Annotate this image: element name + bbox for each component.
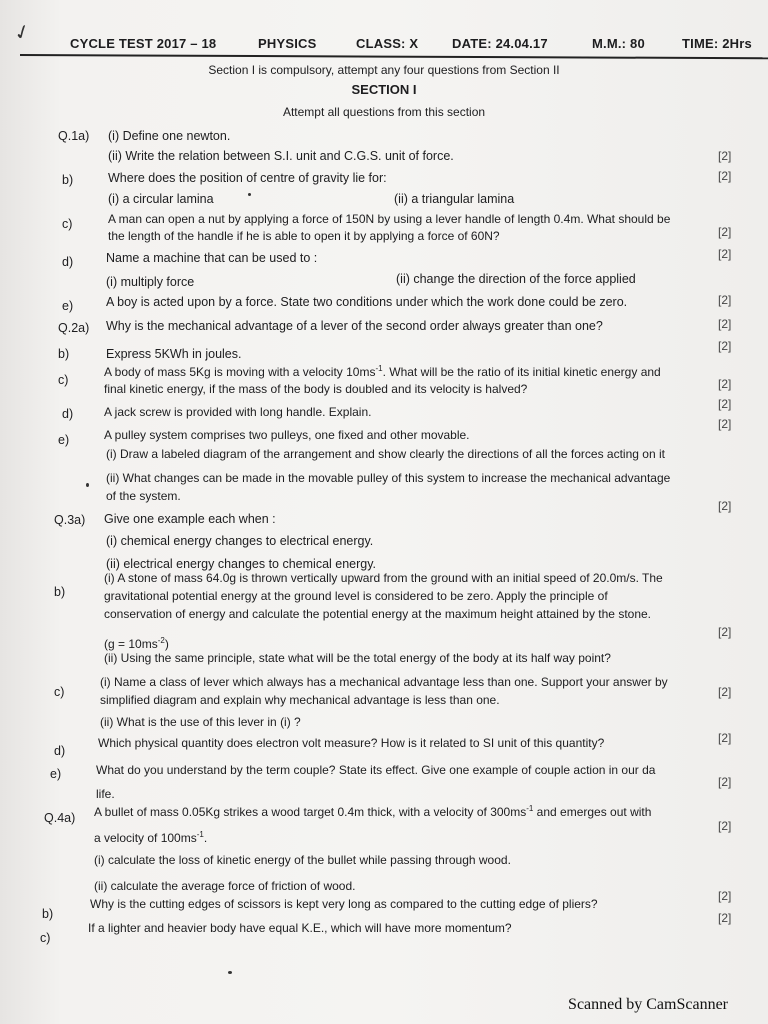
section-title: SECTION I bbox=[351, 82, 417, 97]
q3b-line2: gravitational potential energy at the ground level is considered to be zero. Apply the principle of bbox=[104, 589, 608, 603]
q4a-exponent-1: -1 bbox=[526, 804, 534, 813]
ink-speck bbox=[228, 971, 232, 974]
q3e-line1: What do you understand by the term couple? State its effect. Give one example of couple action in our da bbox=[96, 763, 656, 777]
marks-q1e: [2] bbox=[718, 293, 732, 307]
q4a-ii: (ii) calculate the average force of friction of wood. bbox=[94, 879, 356, 893]
q3b-g-text: (g = 10ms bbox=[104, 637, 158, 651]
q1c-label: c) bbox=[62, 217, 73, 231]
q2e-ii: (ii) What changes can be made in the movable pulley of this system to increase the mechanical advantage bbox=[106, 471, 671, 485]
q1c-line2: the length of the handle if he is able to open it by applying a force of 60N? bbox=[108, 229, 500, 243]
q4c: If a lighter and heavier body have equal K.E., which will have more momentum? bbox=[88, 921, 512, 935]
q4a-line2 bbox=[94, 830, 207, 846]
q2b-label: b) bbox=[58, 347, 70, 361]
marks-q3e: [2] bbox=[718, 775, 732, 789]
q1d-ii: (ii) change the direction of the force applied bbox=[396, 272, 636, 286]
test-title: CYCLE TEST 2017 – 18 bbox=[70, 36, 217, 51]
q4a-exponent-2: -1 bbox=[196, 830, 204, 839]
q1a-ii: (ii) Write the relation between S.I. unit and C.G.S. unit of force. bbox=[108, 149, 454, 163]
q1d-i: (i) multiply force bbox=[106, 275, 195, 289]
q3b-line3: conservation of energy and calculate the potential energy at the maximum height attained by the stone. bbox=[104, 607, 652, 621]
marks-q3b: [2] bbox=[718, 625, 732, 639]
marks-q2c: [2] bbox=[718, 377, 732, 391]
q1e-label: e) bbox=[62, 299, 74, 313]
marks-q2e-ii: [2] bbox=[718, 499, 732, 513]
q1b-ii: (ii) a triangular lamina bbox=[394, 192, 515, 206]
marks-q4b: [2] bbox=[718, 889, 732, 903]
q4a-line1 bbox=[94, 804, 651, 820]
marks-q2a: [2] bbox=[718, 317, 732, 331]
marks-q4a: [2] bbox=[718, 819, 732, 833]
q4-label: Q.4a) bbox=[44, 811, 76, 825]
q2c-text-a: A body of mass 5Kg is moving with a velocity 10ms bbox=[104, 365, 376, 379]
q3b-line1: (i) A stone of mass 64.0g is thrown vertically upward from the ground with an initial speed of 20.0m/s. The bbox=[104, 571, 663, 585]
q4a-period: . bbox=[203, 831, 208, 845]
marks-q1c: [2] bbox=[718, 225, 732, 239]
q2d: A jack screw is provided with long handle. Explain. bbox=[104, 405, 372, 419]
marks-q1b: [2] bbox=[718, 169, 732, 183]
q2c-line2: final kinetic energy, if the mass of the body is doubled and its velocity is halved? bbox=[104, 382, 528, 396]
q3a-i: (i) chemical energy changes to electrical energy. bbox=[106, 534, 374, 548]
marks-q1d: [2] bbox=[718, 247, 732, 261]
q3b-line5: (ii) Using the same principle, state what will be the total energy of the body at its half way point? bbox=[104, 651, 611, 665]
q2e-label: e) bbox=[58, 433, 70, 447]
q1d: Name a machine that can be used to : bbox=[106, 251, 318, 265]
ink-speck bbox=[86, 483, 89, 487]
q1d-label: d) bbox=[62, 255, 74, 269]
q4b: Why is the cutting edges of scissors is kept very long as compared to the cutting edge of pliers? bbox=[90, 897, 598, 911]
q1b-label: b) bbox=[62, 173, 74, 187]
q3e-label: e) bbox=[50, 767, 62, 781]
q2a: Why is the mechanical advantage of a lever of the second order always greater than one? bbox=[106, 319, 603, 333]
q4a-text-b: and emerges out with bbox=[533, 805, 652, 819]
q3d-label: d) bbox=[54, 744, 66, 758]
q3a: Give one example each when : bbox=[104, 512, 276, 526]
q3a-ii: (ii) electrical energy changes to chemical energy. bbox=[106, 557, 377, 571]
scanner-watermark: Scanned by CamScanner bbox=[568, 996, 728, 1013]
q1-label: Q.1a) bbox=[58, 129, 90, 143]
q2-label: Q.2a) bbox=[58, 321, 90, 335]
q2c-label: c) bbox=[58, 373, 69, 387]
q4a-text-a: A bullet of mass 0.05Kg strikes a wood target 0.4m thick, with a velocity of 300ms bbox=[94, 805, 527, 819]
q4a-i: (i) calculate the loss of kinetic energy of the bullet while passing through wood. bbox=[94, 853, 511, 867]
q3b-g-exponent: -2 bbox=[157, 636, 165, 645]
time-label: TIME: 2Hrs bbox=[682, 36, 752, 51]
q3c-line2: simplified diagram and explain why mechanical advantage is less than one. bbox=[100, 693, 500, 707]
exam-header bbox=[70, 36, 760, 56]
q3c-label: c) bbox=[54, 685, 65, 699]
q3c-line1: (i) Name a class of lever which always has a mechanical advantage less than one. Support your answer by bbox=[100, 675, 668, 689]
q2e-iii: of the system. bbox=[106, 489, 181, 503]
q4a-velocity-text: a velocity of 100ms bbox=[94, 831, 197, 845]
q3b-label: b) bbox=[54, 585, 66, 599]
q4c-label: c) bbox=[40, 931, 51, 945]
corner-mark: ✓ bbox=[10, 19, 35, 47]
q3c-line3: (ii) What is the use of this lever in (i) ? bbox=[100, 715, 301, 729]
marks-q2e: [2] bbox=[718, 417, 732, 431]
q4b-label: b) bbox=[42, 907, 54, 921]
q2b: Express 5KWh in joules. bbox=[106, 347, 242, 361]
ink-speck bbox=[248, 193, 251, 196]
q1e: A boy is acted upon by a force. State two conditions under which the work done could be zero. bbox=[106, 295, 628, 309]
q2c-exponent: -1 bbox=[375, 364, 383, 373]
marks-q4c: [2] bbox=[718, 911, 732, 925]
q3d: Which physical quantity does electron volt measure? How is it related to SI unit of this quantity? bbox=[98, 736, 605, 750]
marks-q3d: [2] bbox=[718, 731, 732, 745]
q1c-line1: A man can open a nut by applying a force of 150N by using a lever handle of length 0.4m. What should be bbox=[108, 212, 671, 226]
marks-q3c: [2] bbox=[718, 685, 732, 699]
q2e-i: (i) Draw a labeled diagram of the arrangement and show clearly the directions of all the forces acting on it bbox=[106, 447, 665, 461]
marks-q2d: [2] bbox=[718, 397, 732, 411]
q2e: A pulley system comprises two pulleys, one fixed and other movable. bbox=[104, 428, 470, 442]
q3e-line2: life. bbox=[96, 787, 115, 801]
date-label: DATE: 24.04.17 bbox=[452, 36, 548, 51]
section-subtitle: Attempt all questions from this section bbox=[282, 105, 486, 119]
q1b-i: (i) a circular lamina bbox=[108, 192, 214, 206]
marks-q2b: [2] bbox=[718, 339, 732, 353]
q1b: Where does the position of centre of gravity lie for: bbox=[108, 171, 387, 185]
q1a-i: (i) Define one newton. bbox=[108, 129, 231, 143]
q2d-label: d) bbox=[62, 407, 74, 421]
q2c-line1 bbox=[104, 364, 661, 380]
max-marks: M.M.: 80 bbox=[592, 36, 645, 51]
q3b-g-close: ) bbox=[164, 637, 169, 651]
marks-q1a: [2] bbox=[718, 149, 732, 163]
class-label: CLASS: X bbox=[356, 36, 419, 51]
q2c-text-b: . What will be the ratio of its initial kinetic energy and bbox=[382, 365, 661, 379]
subject: PHYSICS bbox=[258, 36, 317, 51]
instructions: Section I is compulsory, attempt any four questions from Section II bbox=[208, 63, 560, 77]
q3-label: Q.3a) bbox=[54, 513, 86, 527]
